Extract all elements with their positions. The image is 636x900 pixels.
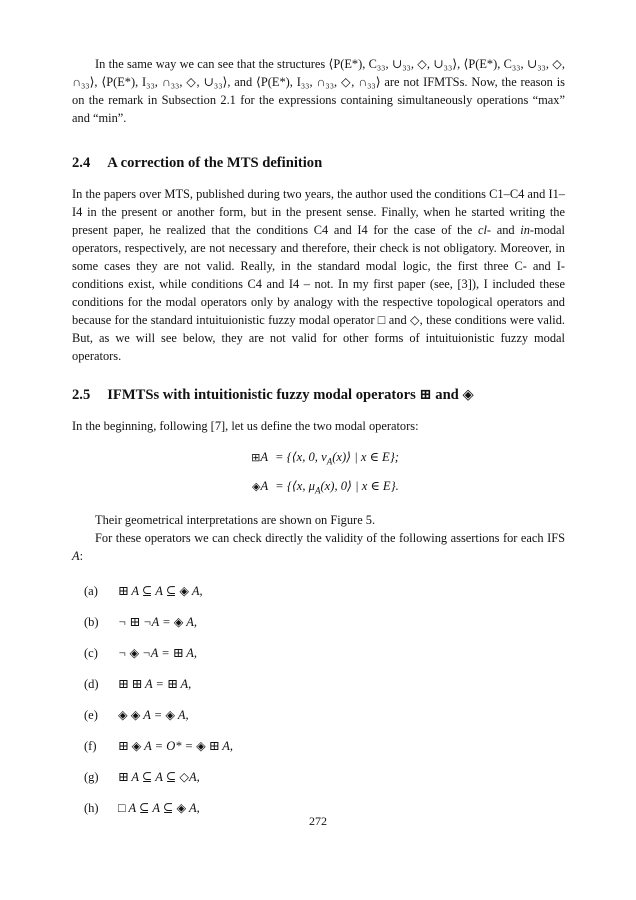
equation-boxplus <box>238 448 399 471</box>
item-label: (a) <box>84 584 98 599</box>
equation-body: (x), 0⟩ | x ∈ E}. <box>320 478 399 493</box>
assertion-a <box>72 582 565 600</box>
item-formula: ⊞ ⊞ A = ⊞ A, <box>118 677 192 692</box>
page-number: 272 <box>309 814 327 828</box>
item-formula: ¬ ⊞ ¬A = ◈ A, <box>118 615 197 630</box>
boxplus-icon: ⊞ <box>251 451 261 464</box>
equation-variable: A <box>260 478 269 493</box>
item-formula: □ A ⊆ A ⊆ ◈ A, <box>118 801 200 816</box>
item-label: (d) <box>84 677 99 692</box>
item-label: (e) <box>84 708 98 723</box>
equation-body: (x)⟩ | x ∈ E}; <box>332 450 399 464</box>
item-formula: ⊞ A ⊆ A ⊆ ◈ A, <box>118 584 203 599</box>
assertion-list <box>72 582 565 817</box>
paragraph-text: -modal operators, respectively, are not necessary and therefore, their check is not obligatory. Moreover, in some cases they are not valid. Really, in the standard modal logic, the first three C- and I-conditions exist, while conditions C4 and I4 – not. In my first paper (see, [3]), I included these conditions for the modal operators only by analogy with the respective topological operators and because for the standard intuituionistic fuzzy modal operator □ and ◇, these conditions were valid. But, as we will see below, they are not valid for other forms of intuituionistic fuzzy modal operators. <box>72 223 565 363</box>
intro-paragraph: In the same way we can see that the structures ⟨P(E*), C₃₃, ∪₃₃, ◇, ∪₃₃⟩, ⟨P(E*), C₃₃, ∪₃₃, ◇, ∩₃₃⟩, ⟨P(E*), I₃₃, ∩₃₃, ◇, ∪₃₃⟩, and ⟨P(E*), I₃₃, ∩₃₃, ◇, ∩₃₃⟩ are not IFMTSs. Now, the reason is on the remark in Subsection 2.1 for the expressions containing simultaneously operations “max” and “min”. <box>72 57 565 125</box>
item-label: (g) <box>84 770 99 785</box>
assertions-intro-paragraph <box>72 529 565 565</box>
paragraph-text: : <box>79 549 84 564</box>
ifs-variable: A <box>72 549 80 564</box>
paragraph-text: In the papers over MTS, published during two years, the author used the conditions C1–C4 and I1–I4 in the present or another form, but in the present sense. Finally, when he started writing the present paper, he realized that the conditions C4 and I4 for the case of the <box>72 187 565 237</box>
modal-operators-intro: In the beginning, following [7], let us define the two modal operators: <box>72 419 419 433</box>
section-number: 2.4 <box>72 155 91 171</box>
section-heading-2-5 <box>72 386 565 404</box>
equation-variable: A <box>260 450 269 464</box>
display-equations <box>72 448 565 499</box>
diamondplus-icon: ◈ <box>252 479 261 493</box>
item-formula: ¬ ◈ ¬A = ⊞ A, <box>118 646 197 661</box>
in-modal-term: in <box>520 223 530 237</box>
page-content <box>72 55 565 830</box>
cl-modal-term: cl <box>477 223 487 237</box>
assertion-e <box>72 706 565 724</box>
assertion-b <box>72 613 565 631</box>
section-number: 2.5 <box>72 387 91 403</box>
assertion-f <box>72 737 565 755</box>
equation-diamondplus <box>238 477 399 500</box>
section-title: IFMTSs with intuitionistic fuzzy modal operators ⊞ and ◈ <box>107 387 474 403</box>
equation-body: = {⟨x, μ <box>275 478 315 493</box>
subscript: A <box>314 485 321 496</box>
paragraph-text: For these operators we can check directly the validity of the following assertions for each IFS <box>95 531 565 546</box>
paragraph-text: - and <box>486 223 521 237</box>
section-title: A correction of the MTS definition <box>107 155 323 171</box>
assertion-c <box>72 644 565 662</box>
item-label: (b) <box>84 615 99 630</box>
subscript: A <box>326 456 333 467</box>
item-formula: ⊞ A ⊆ A ⊆ ◇A, <box>118 770 200 785</box>
item-formula: ◈ ◈ A = ◈ A, <box>118 708 189 723</box>
section-heading-2-4 <box>72 154 565 172</box>
equation-body: = {⟨x, 0, ν <box>275 450 327 464</box>
item-label: (h) <box>84 801 99 816</box>
assertion-g <box>72 768 565 786</box>
figure-reference-paragraph: Their geometrical interpretations are shown on Figure 5. <box>95 513 376 528</box>
item-label: (c) <box>84 646 98 661</box>
item-formula: ⊞ ◈ A = O* = ◈ ⊞ A, <box>118 739 234 754</box>
assertion-d <box>72 675 565 693</box>
item-label: (f) <box>84 739 97 754</box>
section-2-4-paragraph <box>72 185 565 365</box>
